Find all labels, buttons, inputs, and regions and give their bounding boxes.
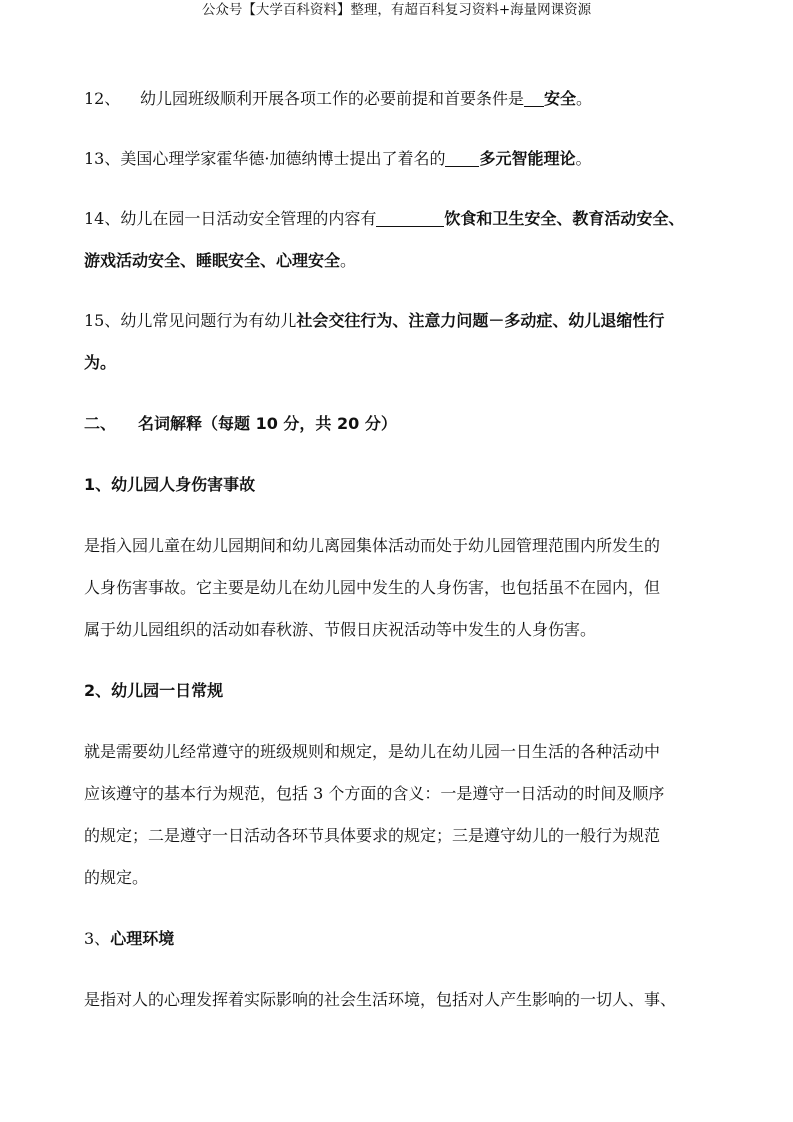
term-definition-line: 的规定；二是遵守一日活动各环节具体要求的规定；三是遵守幼儿的一般行为规范 (84, 826, 661, 845)
question-12-number: 12、 (84, 89, 121, 108)
answer-blank (376, 210, 444, 227)
term-definition-line: 是指入园儿童在幼儿园期间和幼儿离园集体活动而处于幼儿园管理范围内所发生的 (84, 536, 661, 555)
question-15 (84, 300, 712, 384)
term-definition-line: 就是需要幼儿经常遵守的班级规则和规定，是幼儿在幼儿园一日生活的各种活动中 (84, 742, 661, 761)
question-12 (84, 78, 712, 120)
question-14 (84, 198, 712, 282)
question-14-answer-line1: 饮食和卫生安全、教育活动安全、 (444, 209, 685, 228)
term-definition-line: 的规定。 (84, 868, 149, 887)
question-15-text: 15、幼儿常见问题行为有幼儿 (84, 311, 297, 330)
question-12-end: 。 (576, 89, 593, 108)
answer-blank (524, 90, 544, 107)
term-title: 1、幼儿园人身伤害事故 (84, 475, 256, 494)
question-15-answer-line1: 社会交往行为、注意力问题－多动症、幼儿退缩性行 (296, 311, 665, 330)
section-title: 名词解释（每题 10 分，共 20 分） (138, 414, 397, 433)
term-definition-line: 属于幼儿园组织的活动如春秋游、节假日庆祝活动等中发生的人身伤害。 (84, 620, 597, 639)
section-number: 二、 (84, 414, 117, 433)
term-definition-line: 应该遵守的基本行为规范，包括 3 个方面的含义：一是遵守一日活动的时间及顺序 (84, 784, 665, 803)
term-title-text: 心理环境 (110, 929, 175, 948)
term-title: 2、幼儿园一日常规 (84, 681, 224, 700)
question-12-answer: 安全 (544, 89, 577, 108)
question-13 (84, 138, 712, 180)
term-definition-line: 人身伤害事故。它主要是幼儿在幼儿园中发生的人身伤害，也包括虽不在园内，但 (84, 578, 661, 597)
question-13-text: 13、美国心理学家霍华德·加德纳博士提出了着名的 (84, 149, 446, 168)
question-14-answer-line2: 游戏活动安全、睡眠安全、心理安全 (84, 251, 341, 270)
term-number: 3、 (84, 929, 111, 948)
question-13-end: 。 (575, 149, 592, 168)
term-title (84, 918, 712, 960)
document-body (84, 78, 712, 1021)
section-heading (84, 403, 712, 445)
question-15-answer-line2: 为。 (84, 353, 117, 372)
answer-blank (445, 150, 479, 167)
question-14-end: 。 (340, 251, 357, 270)
question-12-text: 幼儿园班级顺利开展各项工作的必要前提和首要条件是 (140, 89, 525, 108)
page-header: 公众号【大学百科资料】整理，有超百科复习资料+海量网课资源 (201, 2, 592, 18)
term-definition-line: 是指对人的心理发挥着实际影响的社会生活环境，包括对人产生影响的一切人、事、 (84, 990, 677, 1009)
question-14-text: 14、幼儿在园一日活动安全管理的内容有 (84, 209, 377, 228)
question-13-answer: 多元智能理论 (479, 149, 576, 168)
